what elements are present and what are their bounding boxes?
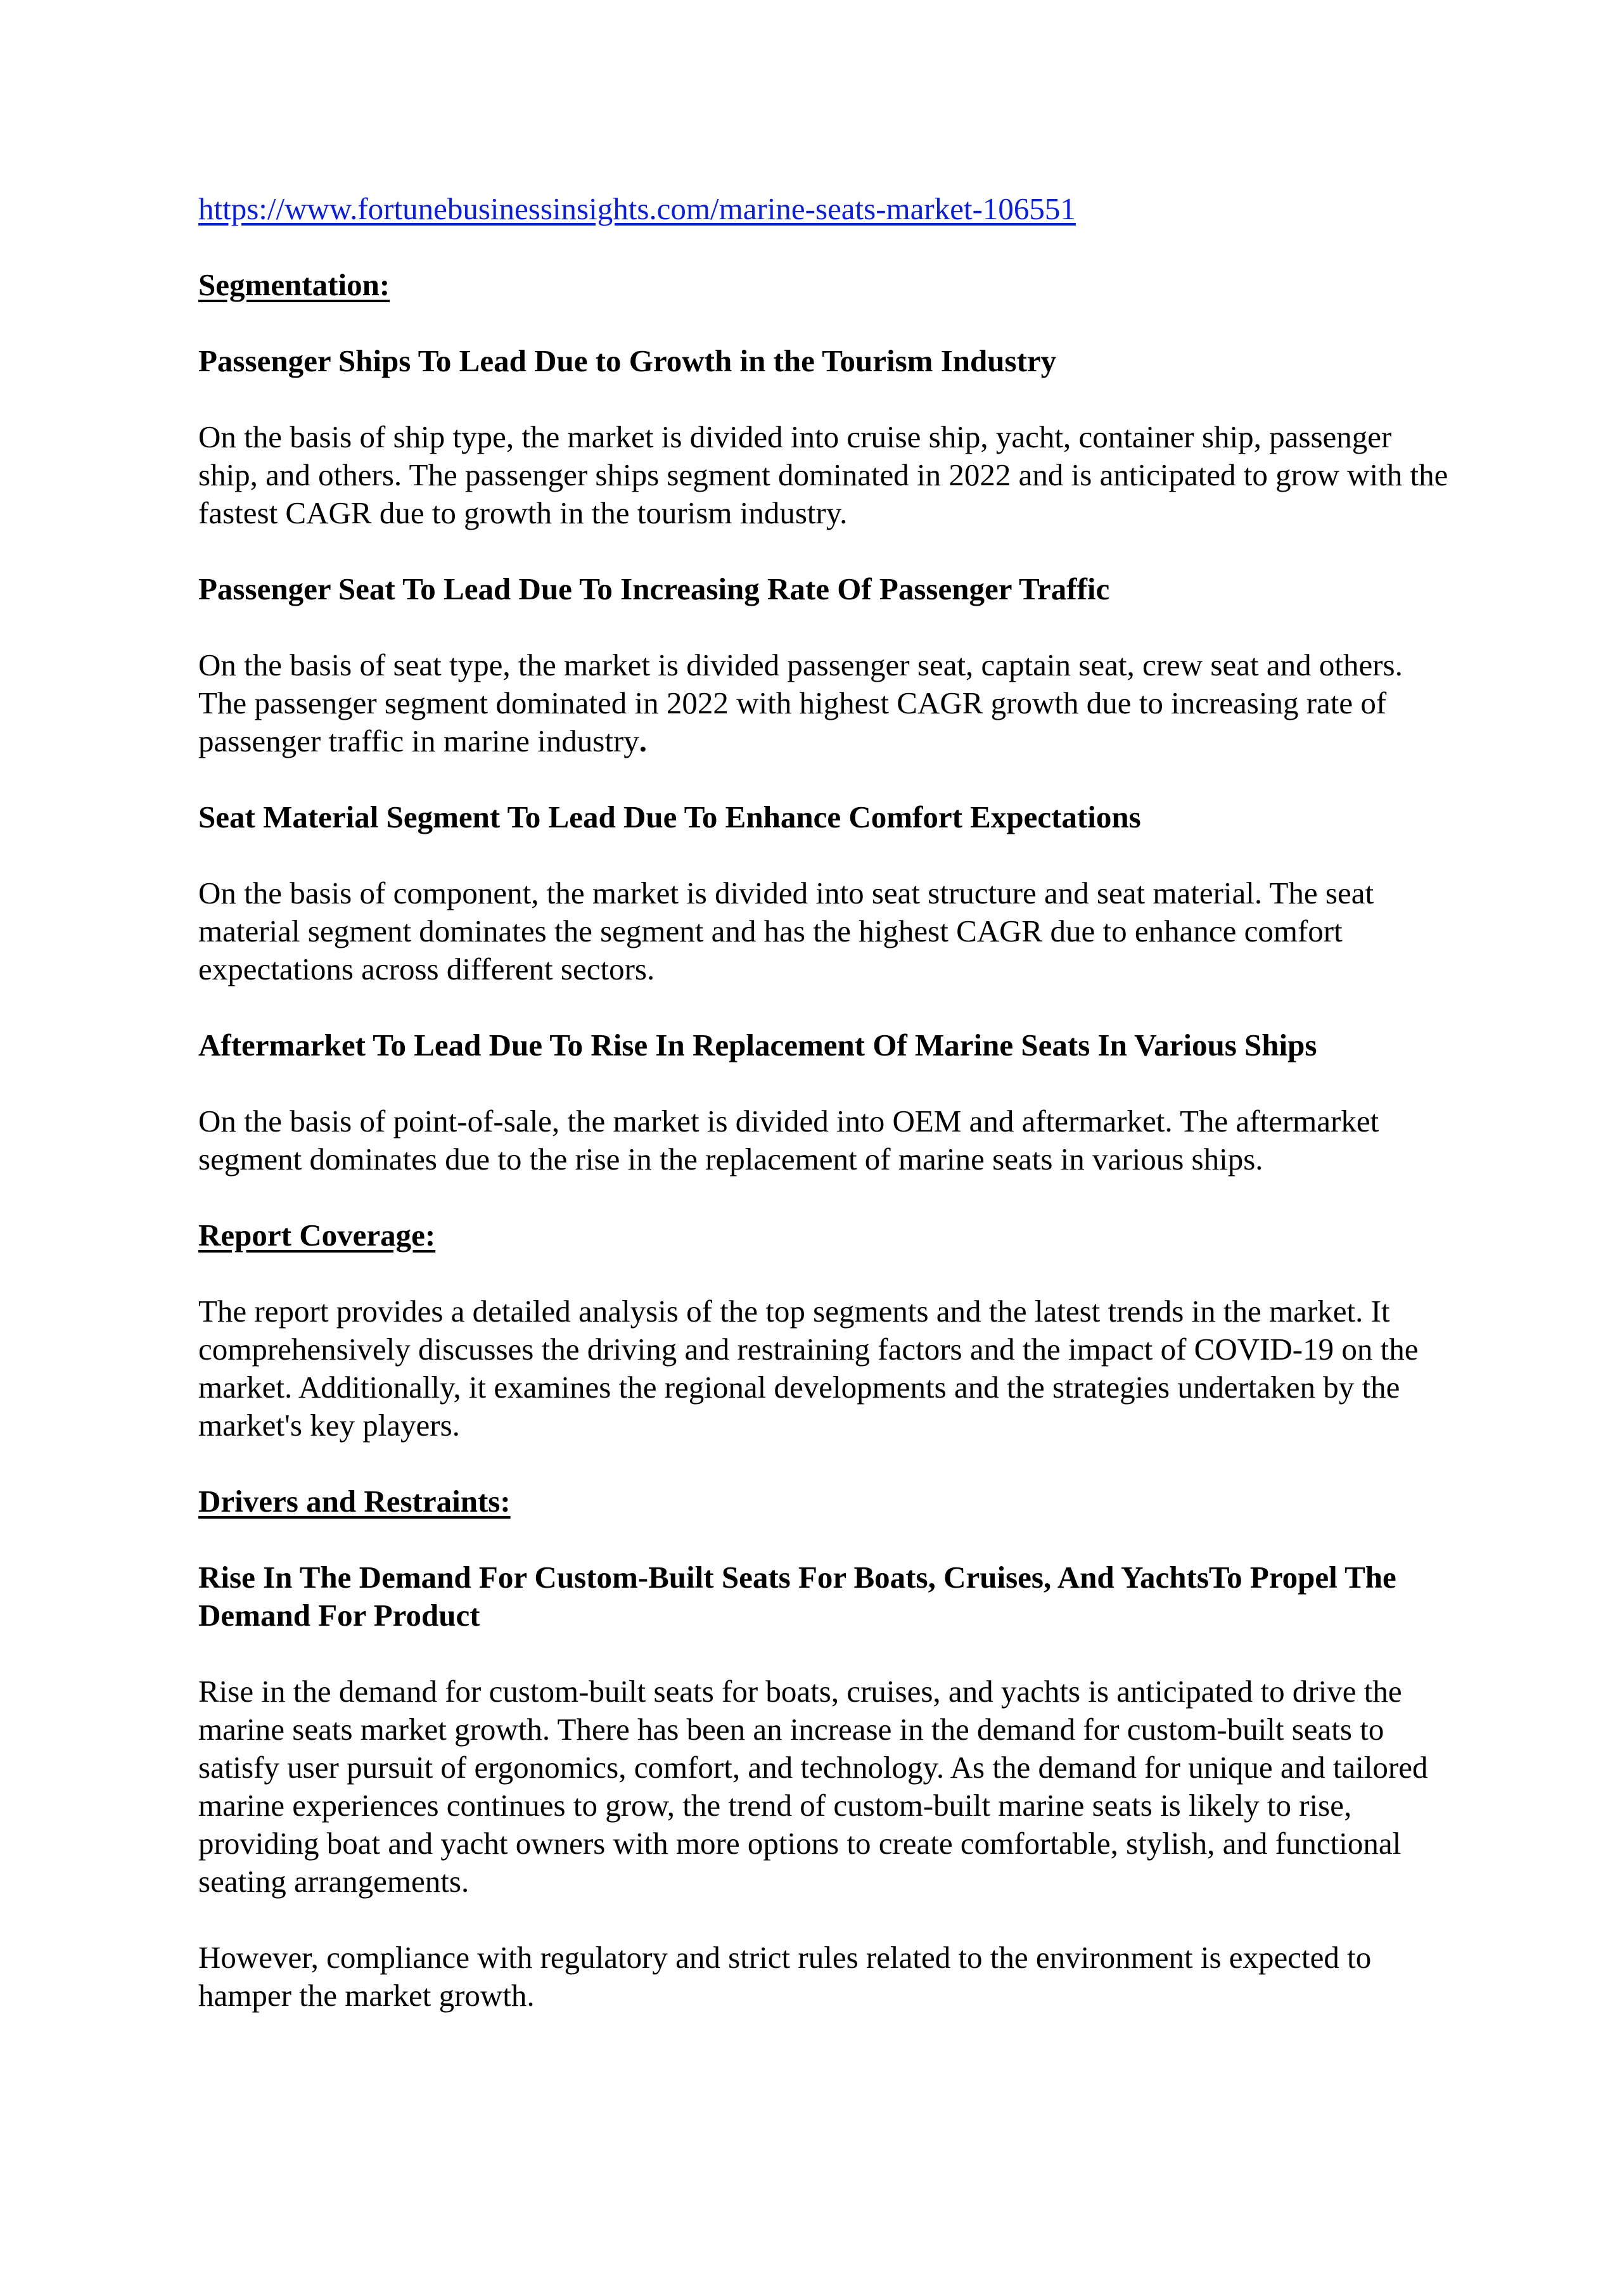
component-heading: Seat Material Segment To Lead Due To Enhance Comfort Expectations (198, 800, 1141, 834)
seat-type-heading: Passenger Seat To Lead Due To Increasing Rate Of Passenger Traffic (198, 571, 1110, 606)
seat-type-paragraph-end: . (639, 724, 648, 758)
report-coverage-paragraph: The report provides a detailed analysis of the top segments and the latest trends in the market. It comprehensively discusses the driving and restraining factors and the impact of COVID-19 on the market. Additionally, it examines the regional developments and the strategies undertaken by the market's key players. (198, 1294, 1419, 1443)
document-page (198, 190, 1453, 2015)
ship-type-paragraph: On the basis of ship type, the market is divided into cruise ship, yacht, container ship, passenger ship, and others. The passenger ships segment dominated in 2022 and is anticipated to grow with the fastest CAGR due to growth in the tourism industry. (198, 419, 1448, 530)
drivers-paragraph: Rise in the demand for custom-built seats for boats, cruises, and yachts is anticipated to drive the marine seats market growth. There has been an increase in the demand for custom-built seats to satisfy user pursuit of ergonomics, comfort, and technology. As the demand for unique and tailored marine experiences continues to grow, the trend of custom-built marine seats is likely to rise, providing boat and yacht owners with more options to create comfortable, stylish, and functional seating arrangements. (198, 1674, 1428, 1899)
seat-type-paragraph (198, 646, 1453, 760)
component-paragraph: On the basis of component, the market is divided into seat structure and seat material. The seat material segment dominates the segment and has the highest CAGR due to enhance comfort expectations across different sectors. (198, 876, 1374, 986)
point-of-sale-heading: Aftermarket To Lead Due To Rise In Replacement Of Marine Seats In Various Ships (198, 1028, 1317, 1062)
restraints-paragraph: However, compliance with regulatory and strict rules related to the environment is expected to hamper the market growth. (198, 1940, 1372, 2013)
segmentation-title: Segmentation: (198, 267, 390, 302)
point-of-sale-paragraph: On the basis of point-of-sale, the market is divided into OEM and aftermarket. The aftermarket segment dominates due to the rise in the replacement of marine seats in various ships. (198, 1104, 1379, 1177)
drivers-heading: Rise In The Demand For Custom-Built Seats For Boats, Cruises, And YachtsTo Propel The Demand For Product (198, 1560, 1396, 1633)
seat-type-paragraph-text: On the basis of seat type, the market is divided passenger seat, captain seat, crew seat and others. The passenger segment dominated in 2022 with highest CAGR growth due to increasing rate of passenger traffic in marine industry (198, 647, 1403, 758)
report-coverage-title: Report Coverage: (198, 1218, 436, 1253)
drivers-restraints-title: Drivers and Restraints: (198, 1484, 511, 1519)
source-link[interactable]: https://www.fortunebusinessinsights.com/marine-seats-market-106551 (198, 191, 1076, 226)
ship-type-heading: Passenger Ships To Lead Due to Growth in the Tourism Industry (198, 343, 1057, 378)
